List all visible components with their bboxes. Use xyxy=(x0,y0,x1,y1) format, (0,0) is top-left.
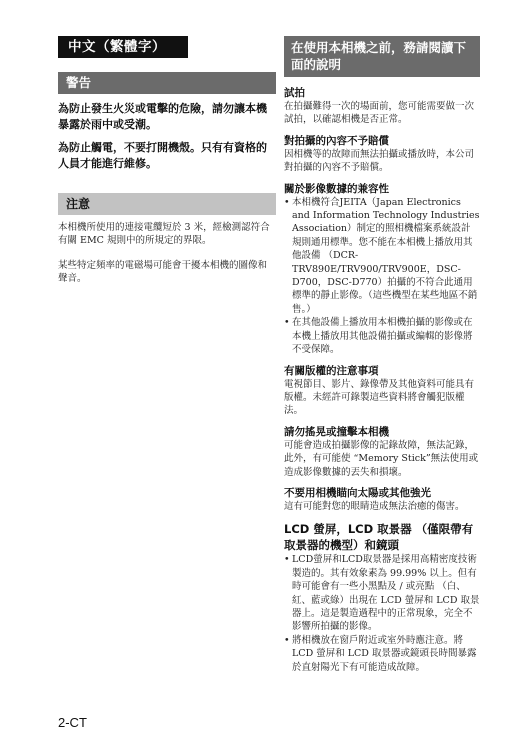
section-lcd-lens xyxy=(284,521,480,674)
right-column xyxy=(284,36,480,674)
section-no-shaking xyxy=(284,425,480,479)
notice-text-2: 某些特定頻率的電磁場可能會干擾本相機的圖像和聲音。 xyxy=(58,259,268,285)
notice-text-1: 本相機所使用的連接電纜短於 3 米，經檢測認符合有關 EMC 規則中的所規定的界限。 xyxy=(58,222,270,247)
warning-heading: 警告 xyxy=(58,72,276,94)
section-body: 可能會造成拍攝影像的記錄故障，無法記錄，此外，有可能使 “Memory Stick”無法使用或造成影像數據的丟失和損壞。 xyxy=(284,439,479,478)
section-body: 電視節目、影片、錄像帶及其他資料可能具有版權。未經許可錄製這些資料將會觸犯版權法。 xyxy=(284,378,475,417)
bullet-list xyxy=(284,553,480,674)
section-compatibility xyxy=(284,182,480,357)
precautions-title: 在使用本相機之前，務請閱讀下面的說明 xyxy=(284,36,480,77)
section-no-compensation xyxy=(284,134,480,175)
section-heading: 請勿搖晃或撞擊本相機 xyxy=(284,425,389,438)
bullet-list xyxy=(284,196,480,357)
section-copyright xyxy=(284,364,480,418)
section-body: 這有可能對您的眼睛造成無法治癒的傷害。 xyxy=(284,500,465,512)
list-item: • 將相機放在窗戶附近或室外時應注意。將 LCD 螢屏和 LCD 取景器或鏡頭長時間暴露於直射陽光下有可能造成故障。 xyxy=(284,634,480,674)
list-item: • 本相機符合JEITA（Japan Electronics and Information Technology Industries Association）制定的照相機檔案系統設計規則通用標準。您不能在本相機上播放用其他設備 （DCR-TRV890E/TRV900/TRV900E，DSC-D700，DSC-D770）拍攝的不符合此通用標準的靜止影像。（這些機型在某些地區不銷售。） xyxy=(284,196,480,317)
warning-text-2: 為防止觸電，不要打開機殼。只有有資格的人員才能進行維修。 xyxy=(58,141,267,170)
section-heading: 有關版權的注意事項 xyxy=(284,364,379,377)
warning-text-1: 為防止發生火災或電擊的危險，請勿讓本機暴露於雨中或受潮。 xyxy=(58,102,267,131)
section-sun-warning xyxy=(284,486,480,513)
list-item: • 在其他設備上播放用本相機拍攝的影像或在本機上播放用其他設備拍攝或編輯的影像將不受保障。 xyxy=(284,316,480,356)
list-item: • LCD螢屏和LCD取景器是採用高精密度技術製造的。其有效象素為 99.99% 以上。但有時可能會有一些小黑點及 / 或亮點 （白、紅、藍或綠）出現在 LCD 螢屏和 LCD 取景器上。這是製造過程中的正常現象，完全不影響所拍攝的影像。 xyxy=(284,553,480,633)
left-column xyxy=(58,36,276,286)
language-title: 中文（繁體字） xyxy=(58,36,188,58)
section-trial-recording xyxy=(284,86,480,127)
section-heading: 對拍攝的內容不予賠償 xyxy=(284,134,389,147)
section-heading: LCD 螢屏，LCD 取景器 （僅限帶有取景器的機型）和鏡頭 xyxy=(284,522,474,553)
section-body: 因相機等的故障而無法拍攝或播放時，本公司對拍攝的內容不予賠償。 xyxy=(284,148,475,174)
section-body: 在拍攝難得一次的場面前，您可能需要做一次試拍，以確認相機是否正常。 xyxy=(284,101,475,126)
section-heading: 不要用相機瞄向太陽或其他強光 xyxy=(284,486,431,499)
section-heading: 試拍 xyxy=(284,87,305,99)
page-number: 2-CT xyxy=(58,715,87,730)
notice-heading: 注意 xyxy=(58,193,276,215)
section-heading: 關於影像數據的兼容性 xyxy=(284,182,389,195)
